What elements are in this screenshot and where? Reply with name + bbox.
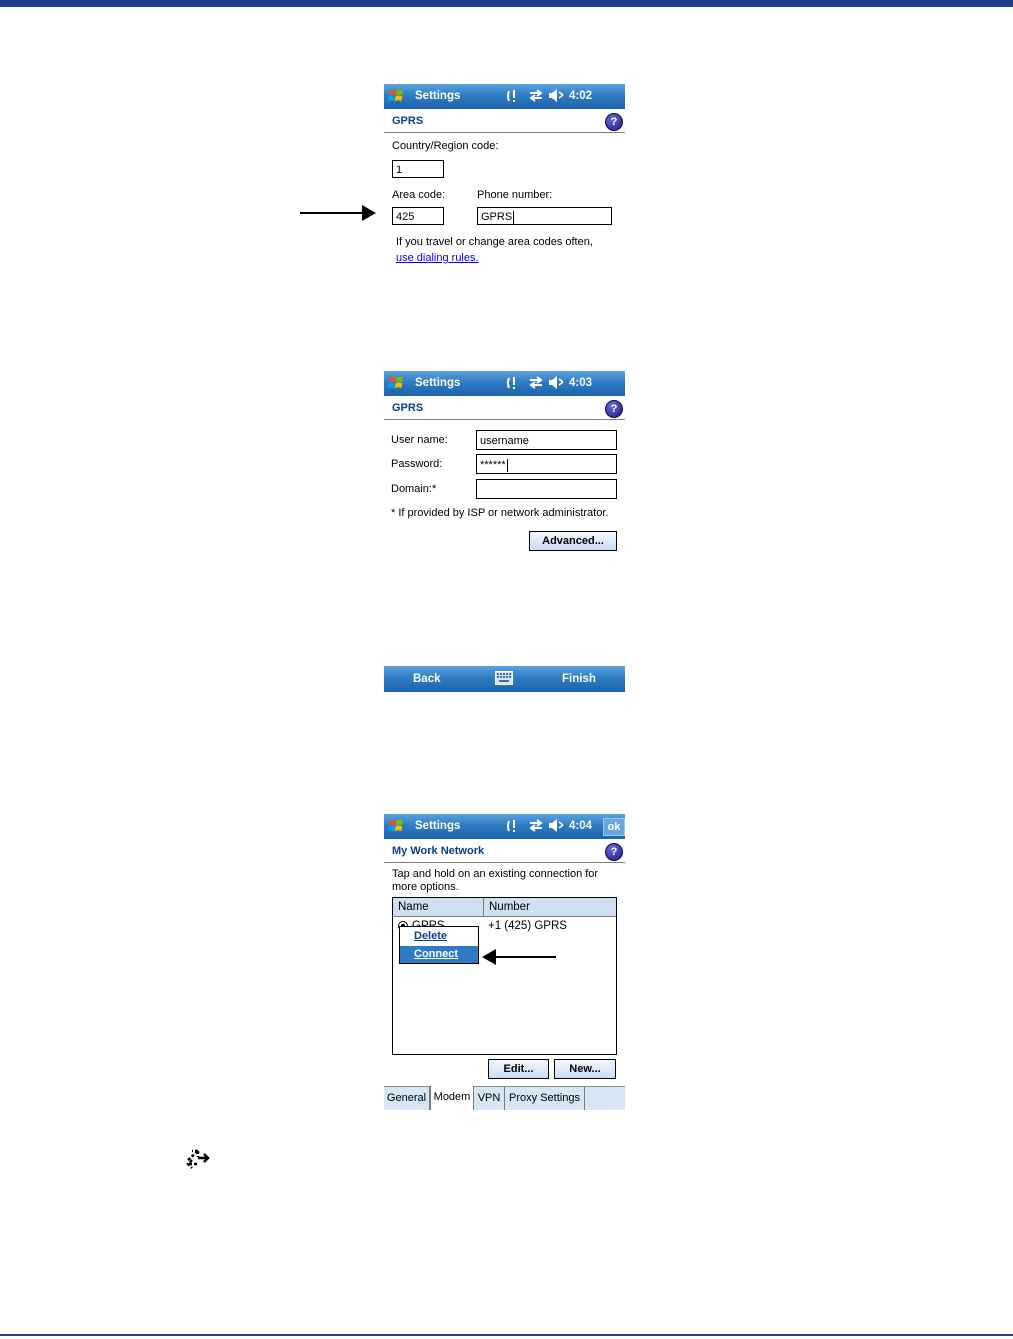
tab-strip <box>384 1086 625 1110</box>
phone-signal-icon[interactable] <box>507 819 519 833</box>
screen-my-work-network <box>384 814 625 1110</box>
clock[interactable]: 4:03 <box>569 377 593 389</box>
clock[interactable]: 4:02 <box>569 90 593 102</box>
page-header <box>384 109 625 133</box>
password-value: ****** <box>480 459 506 471</box>
connectivity-arrows-icon[interactable] <box>529 89 543 102</box>
hint-line-1: Tap and hold on an existing connection for <box>392 868 599 880</box>
password-field[interactable] <box>476 454 617 474</box>
phone-number-label: Phone number: <box>477 189 553 201</box>
password-label: Password: <box>391 458 443 470</box>
connections-list[interactable] <box>392 897 617 1055</box>
tab-proxy-settings[interactable]: Proxy Settings <box>505 1087 585 1110</box>
domain-label: Domain:* <box>391 483 437 495</box>
finish-softkey[interactable]: Finish <box>562 673 596 685</box>
page-header <box>384 396 625 420</box>
dialing-hint: If you travel or change area codes often, <box>396 236 593 248</box>
phone-number-field[interactable] <box>477 207 612 225</box>
tab-modem[interactable]: Modem <box>430 1086 474 1110</box>
phone-signal-icon[interactable] <box>507 376 519 390</box>
title-text: Settings <box>415 377 461 389</box>
keyboard-icon[interactable] <box>495 671 513 685</box>
callout-arrow-connect <box>494 956 556 958</box>
windows-flag-icon[interactable] <box>387 374 406 393</box>
screen-gprs-credentials <box>384 371 625 561</box>
page-bottom-rule <box>0 1334 1013 1336</box>
screen-gprs-phone <box>384 84 625 269</box>
page-header <box>384 839 625 863</box>
connection-number: +1 (425) GPRS <box>488 920 567 932</box>
windows-flag-icon[interactable] <box>387 87 406 106</box>
title-text: Settings <box>415 820 461 832</box>
connectivity-arrows-icon[interactable] <box>529 819 543 832</box>
help-icon[interactable]: ? <box>605 843 623 861</box>
title-bar <box>384 371 625 396</box>
area-code-field[interactable]: 425 <box>392 207 444 225</box>
advanced-button[interactable]: Advanced... <box>529 531 617 551</box>
clock[interactable]: 4:04 <box>569 820 593 832</box>
help-icon[interactable]: ? <box>605 400 623 418</box>
context-menu <box>399 926 479 964</box>
phone-number-value: GPRS <box>481 211 513 223</box>
title-text: Settings <box>415 90 461 102</box>
title-bar <box>384 84 625 109</box>
tab-vpn[interactable]: VPN <box>474 1087 505 1110</box>
dialing-rules-link[interactable]: use dialing rules. <box>396 252 479 264</box>
arrowhead-icon <box>362 205 376 221</box>
column-header-number[interactable]: Number <box>484 898 616 917</box>
page-top-rule <box>0 0 1013 7</box>
page-title: GPRS <box>392 115 424 127</box>
back-softkey[interactable]: Back <box>413 673 441 685</box>
username-field[interactable]: username <box>476 430 617 450</box>
hint-line-2: more options. <box>392 881 459 893</box>
country-code-label: Country/Region code: <box>392 140 499 152</box>
speaker-muted-icon[interactable] <box>548 819 564 832</box>
username-label: User name: <box>391 434 448 446</box>
connectivity-arrows-icon <box>186 1147 210 1169</box>
connectivity-arrows-icon[interactable] <box>529 376 543 389</box>
domain-field[interactable] <box>476 479 617 499</box>
text-caret <box>513 211 514 224</box>
page-title: GPRS <box>392 402 424 414</box>
speaker-muted-icon[interactable] <box>548 376 564 389</box>
windows-flag-icon[interactable] <box>387 817 406 836</box>
softkey-bar <box>384 666 625 692</box>
ok-button[interactable]: ok <box>603 818 625 836</box>
country-code-field[interactable]: 1 <box>392 160 444 178</box>
delete-label: Delete <box>414 930 448 942</box>
speaker-muted-icon[interactable] <box>548 89 564 102</box>
connect-label: Connect <box>414 948 458 960</box>
tab-general[interactable]: General <box>384 1087 430 1110</box>
domain-footnote: * If provided by ISP or network administrator. <box>391 507 609 519</box>
new-button[interactable]: New... <box>554 1059 616 1079</box>
column-header-name[interactable]: Name <box>393 898 484 917</box>
text-caret <box>507 459 508 472</box>
help-icon[interactable]: ? <box>605 113 623 131</box>
phone-signal-icon[interactable] <box>507 89 519 103</box>
edit-button[interactable]: Edit... <box>488 1059 549 1079</box>
context-menu-delete[interactable] <box>400 928 478 945</box>
callout-arrow-area-code <box>300 212 366 214</box>
area-code-label: Area code: <box>392 189 446 201</box>
context-menu-connect[interactable] <box>400 946 478 963</box>
title-bar <box>384 814 625 839</box>
page-title: My Work Network <box>392 845 485 857</box>
